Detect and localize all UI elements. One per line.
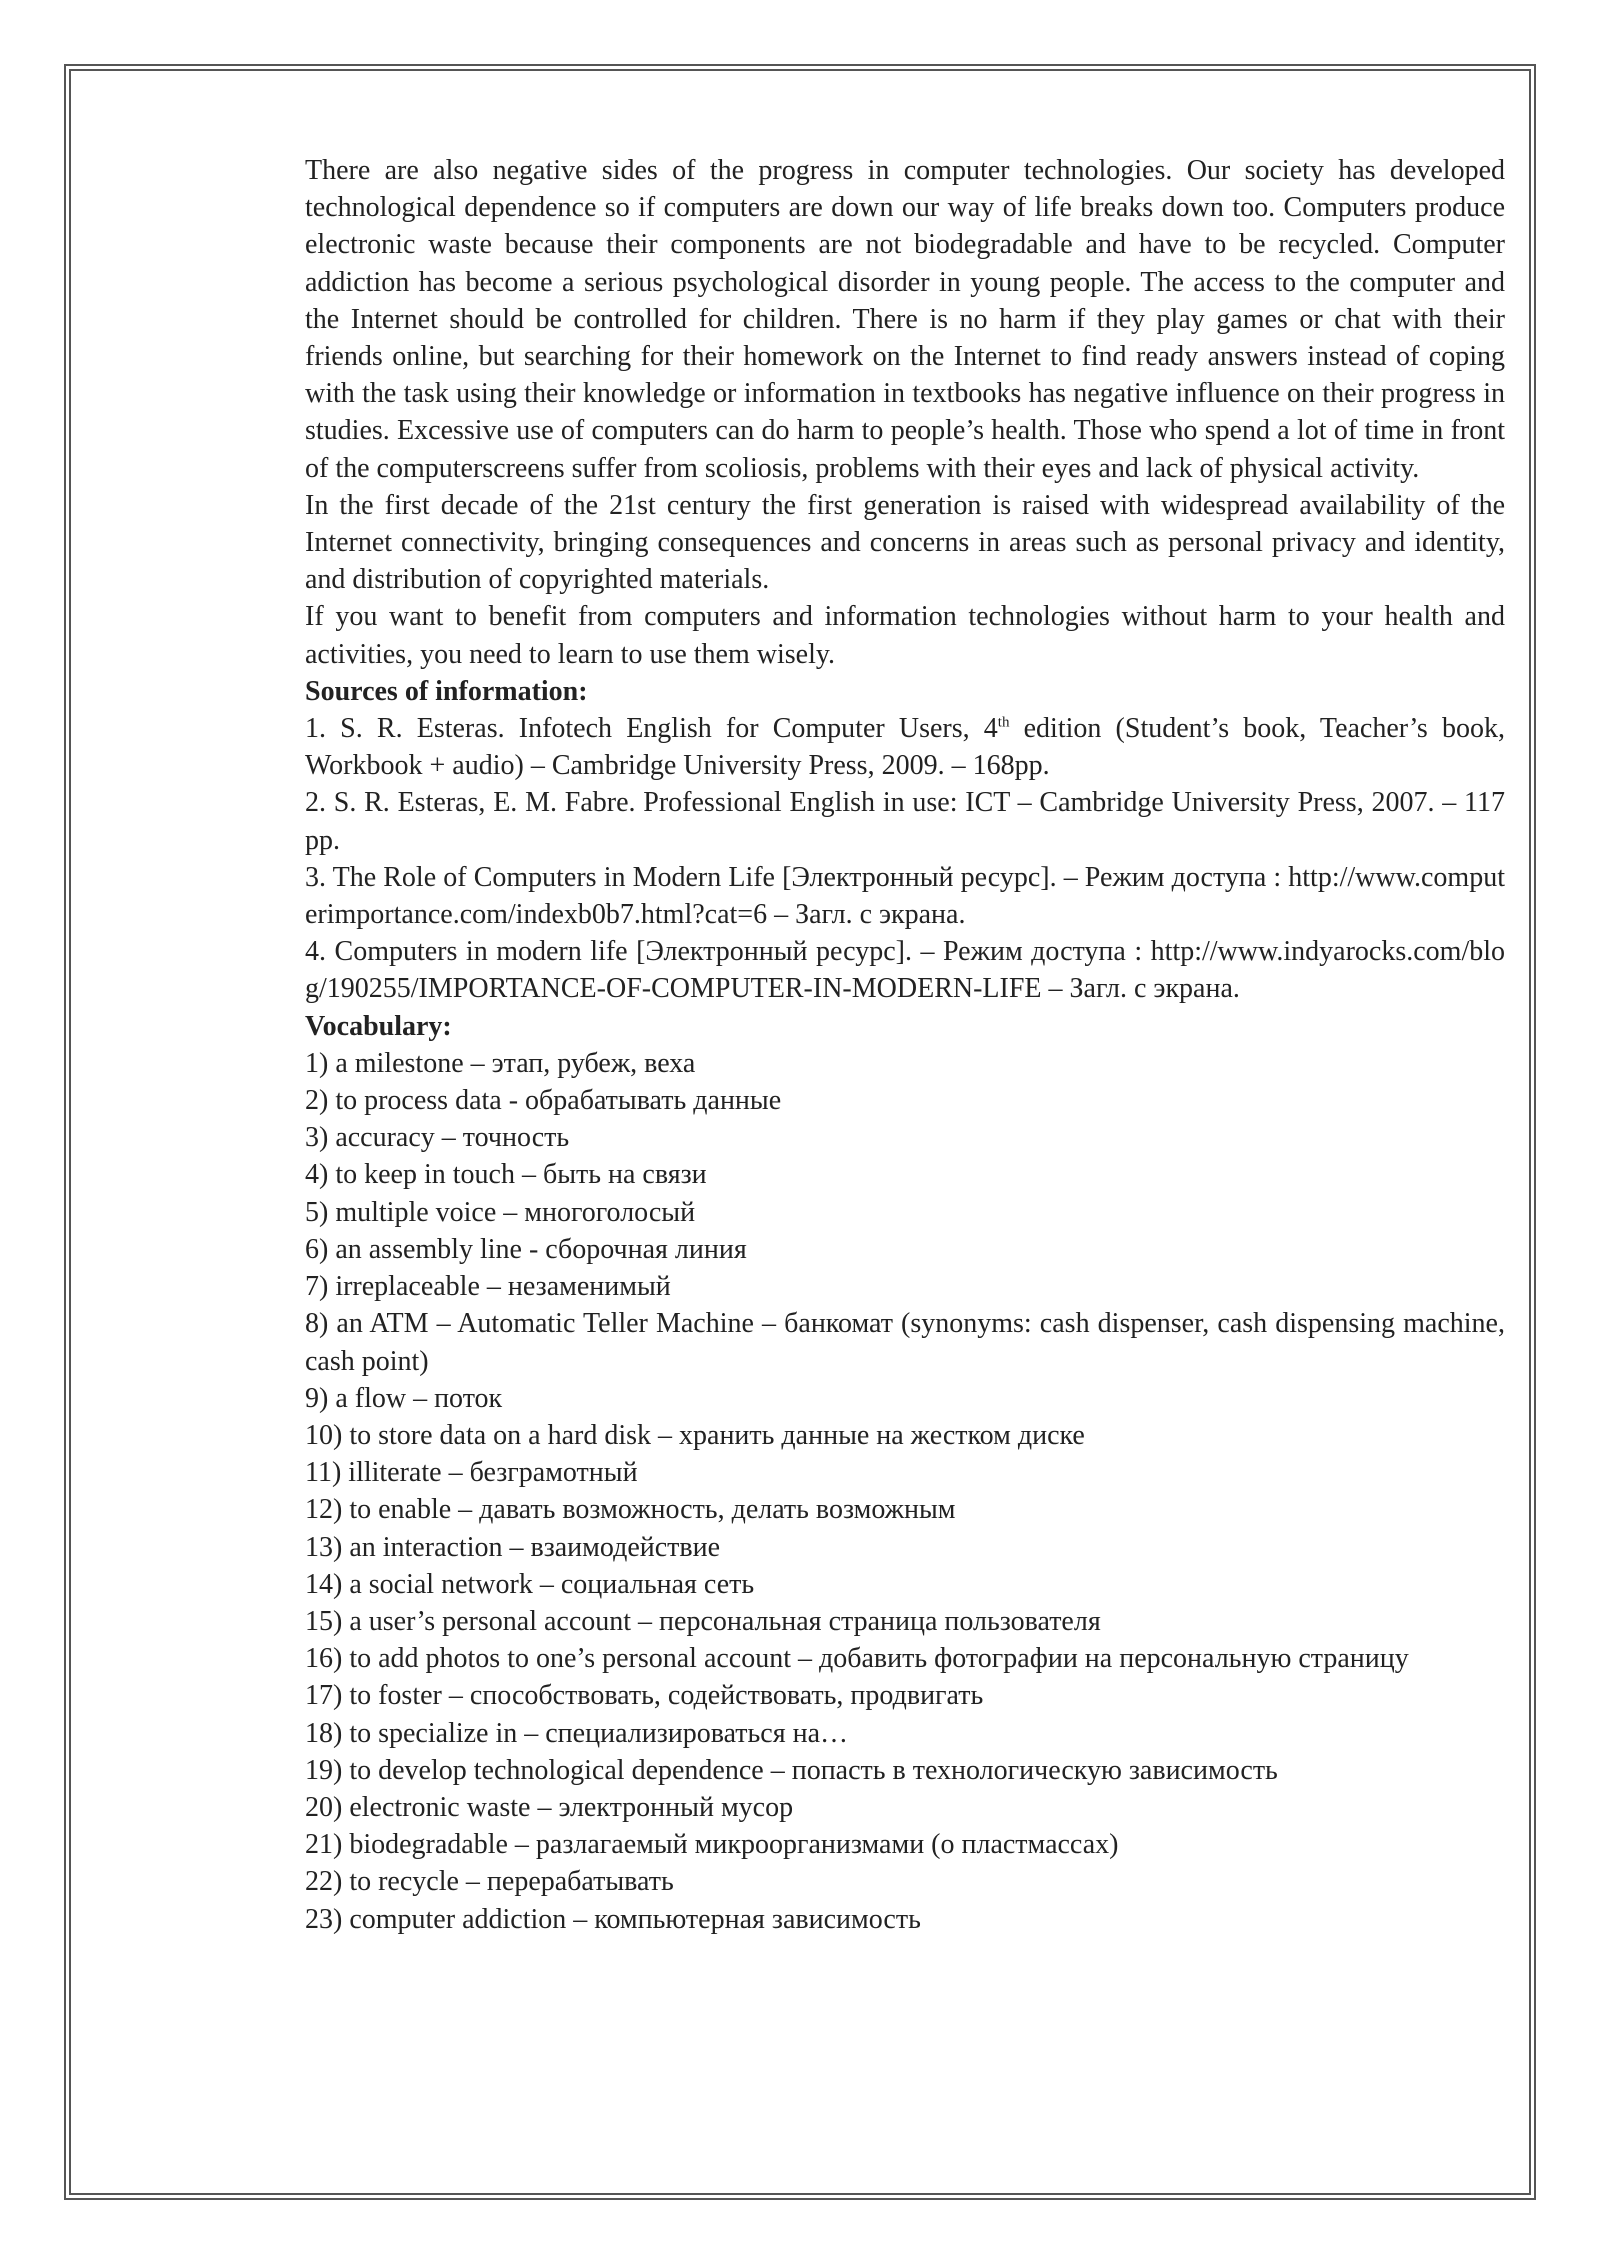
vocabulary-item: 8) an ATM – Automatic Teller Machine – банкомат (synonyms: cash dispenser, cash dispensing machine, cash point) — [305, 1308, 1505, 1377]
vocabulary-item: 15) a user’s personal account – персональная страница пользователя — [305, 1605, 1101, 1637]
body-paragraph-use-wisely: If you want to benefit from computers and information technologies without harm to your health and activities, you need to learn to use them wisely. — [305, 601, 1505, 670]
vocabulary-heading: Vocabulary: — [305, 1010, 452, 1042]
vocabulary-item: 14) a social network – социальная сеть — [305, 1568, 755, 1600]
vocabulary-item: 22) to recycle – перерабатывать — [305, 1866, 674, 1898]
vocabulary-item: 21) biodegradable – разлагаемый микроорганизмами (о пластмассах) — [305, 1829, 1119, 1861]
vocabulary-item: 23) computer addiction – компьютерная зависимость — [305, 1903, 921, 1935]
vocabulary-item: 10) to store data on a hard disk – хранить данные на жестком диске — [305, 1419, 1085, 1451]
vocabulary-item: 1) a milestone – этап, рубеж, веха — [305, 1047, 696, 1079]
vocabulary-item: 5) multiple voice – многоголосый — [305, 1196, 696, 1228]
vocabulary-item: 20) electronic waste – электронный мусор — [305, 1791, 794, 1823]
vocabulary-item: 17) to foster – способствовать, содействовать, продвигать — [305, 1680, 984, 1712]
vocabulary-item: 11) illiterate – безграмотный — [305, 1457, 638, 1489]
vocabulary-list — [305, 1045, 1505, 1938]
source-item-1 — [305, 710, 1505, 784]
vocabulary-item: 7) irreplaceable – незаменимый — [305, 1271, 671, 1303]
vocabulary-item: 9) a flow – поток — [305, 1382, 503, 1414]
vocabulary-item: 16) to add photos to one’s personal account – добавить фотографии на персональную страницу — [305, 1643, 1409, 1675]
sources-heading: Sources of information: — [305, 675, 588, 707]
source-item-1-start: 1. S. R. Esteras. Infotech English for Computer Users, 4 — [305, 713, 998, 745]
source-item-1-end: edition (Student’s book, Teacher’s book, Workbook + audio) – Cambridge University Press, 2009. – 168pp. — [305, 713, 1505, 782]
vocabulary-item: 13) an interaction – взаимодействие — [305, 1531, 721, 1563]
source-item-1-superscript: th — [997, 714, 1010, 731]
body-paragraph-first-decade: In the first decade of the 21st century the first generation is raised with widespread availability of the Internet connectivity, bringing consequences and concerns in areas such as personal privacy and identity, and distribution of copyrighted materials. — [305, 489, 1505, 596]
vocabulary-item: 3) accuracy – точность — [305, 1122, 570, 1154]
source-item-2: 2. S. R. Esteras, E. M. Fabre. Professional English in use: ICT – Cambridge University Press, 2007. – 117 pp. — [305, 787, 1505, 856]
document-body — [305, 152, 1505, 1938]
vocabulary-item: 6) an assembly line - сборочная линия — [305, 1233, 747, 1265]
vocabulary-item: 2) to process data - обрабатывать данные — [305, 1085, 782, 1117]
source-item-4: 4. Computers in modern life [Электронный ресурс]. – Режим доступа : http://www.indyarocks.com/blog/190255/IMPORTANCE-OF-COMPUTER-IN-MODERN-LIFE – Загл. с экрана. — [305, 936, 1505, 1005]
vocabulary-item: 12) to enable – давать возможность, делать возможным — [305, 1494, 956, 1526]
body-paragraph-negative-sides: There are also negative sides of the progress in computer technologies. Our society has developed technological dependence so if computers are down our way of life breaks down too. Computers produce electronic waste because their components are not biodegradable and have to be recycled. Computer addiction has become a serious psychological disorder in young people. The access to the computer and the Internet should be controlled for children. There is no harm if they play games or chat with their friends online, but searching for their homework on the Internet to find ready answers instead of coping with the task using their knowledge or information in textbooks has negative influence on their progress in studies. Excessive use of computers can do harm to people’s health. Those who spend a lot of time in front of the computerscreens suffer from scoliosis, problems with their eyes and lack of physical activity. — [305, 155, 1505, 484]
source-item-3: 3. The Role of Computers in Modern Life [Электронный ресурс]. – Режим доступа : http://www.computerimportance.com/indexb0b7.html?cat=6 – Загл. с экрана. — [305, 861, 1505, 931]
vocabulary-item: 18) to specialize in – специализироваться на… — [305, 1717, 849, 1749]
vocabulary-item: 19) to develop technological dependence – попасть в технологическую зависимость — [305, 1754, 1278, 1786]
vocabulary-item: 4) to keep in touch – быть на связи — [305, 1159, 707, 1191]
